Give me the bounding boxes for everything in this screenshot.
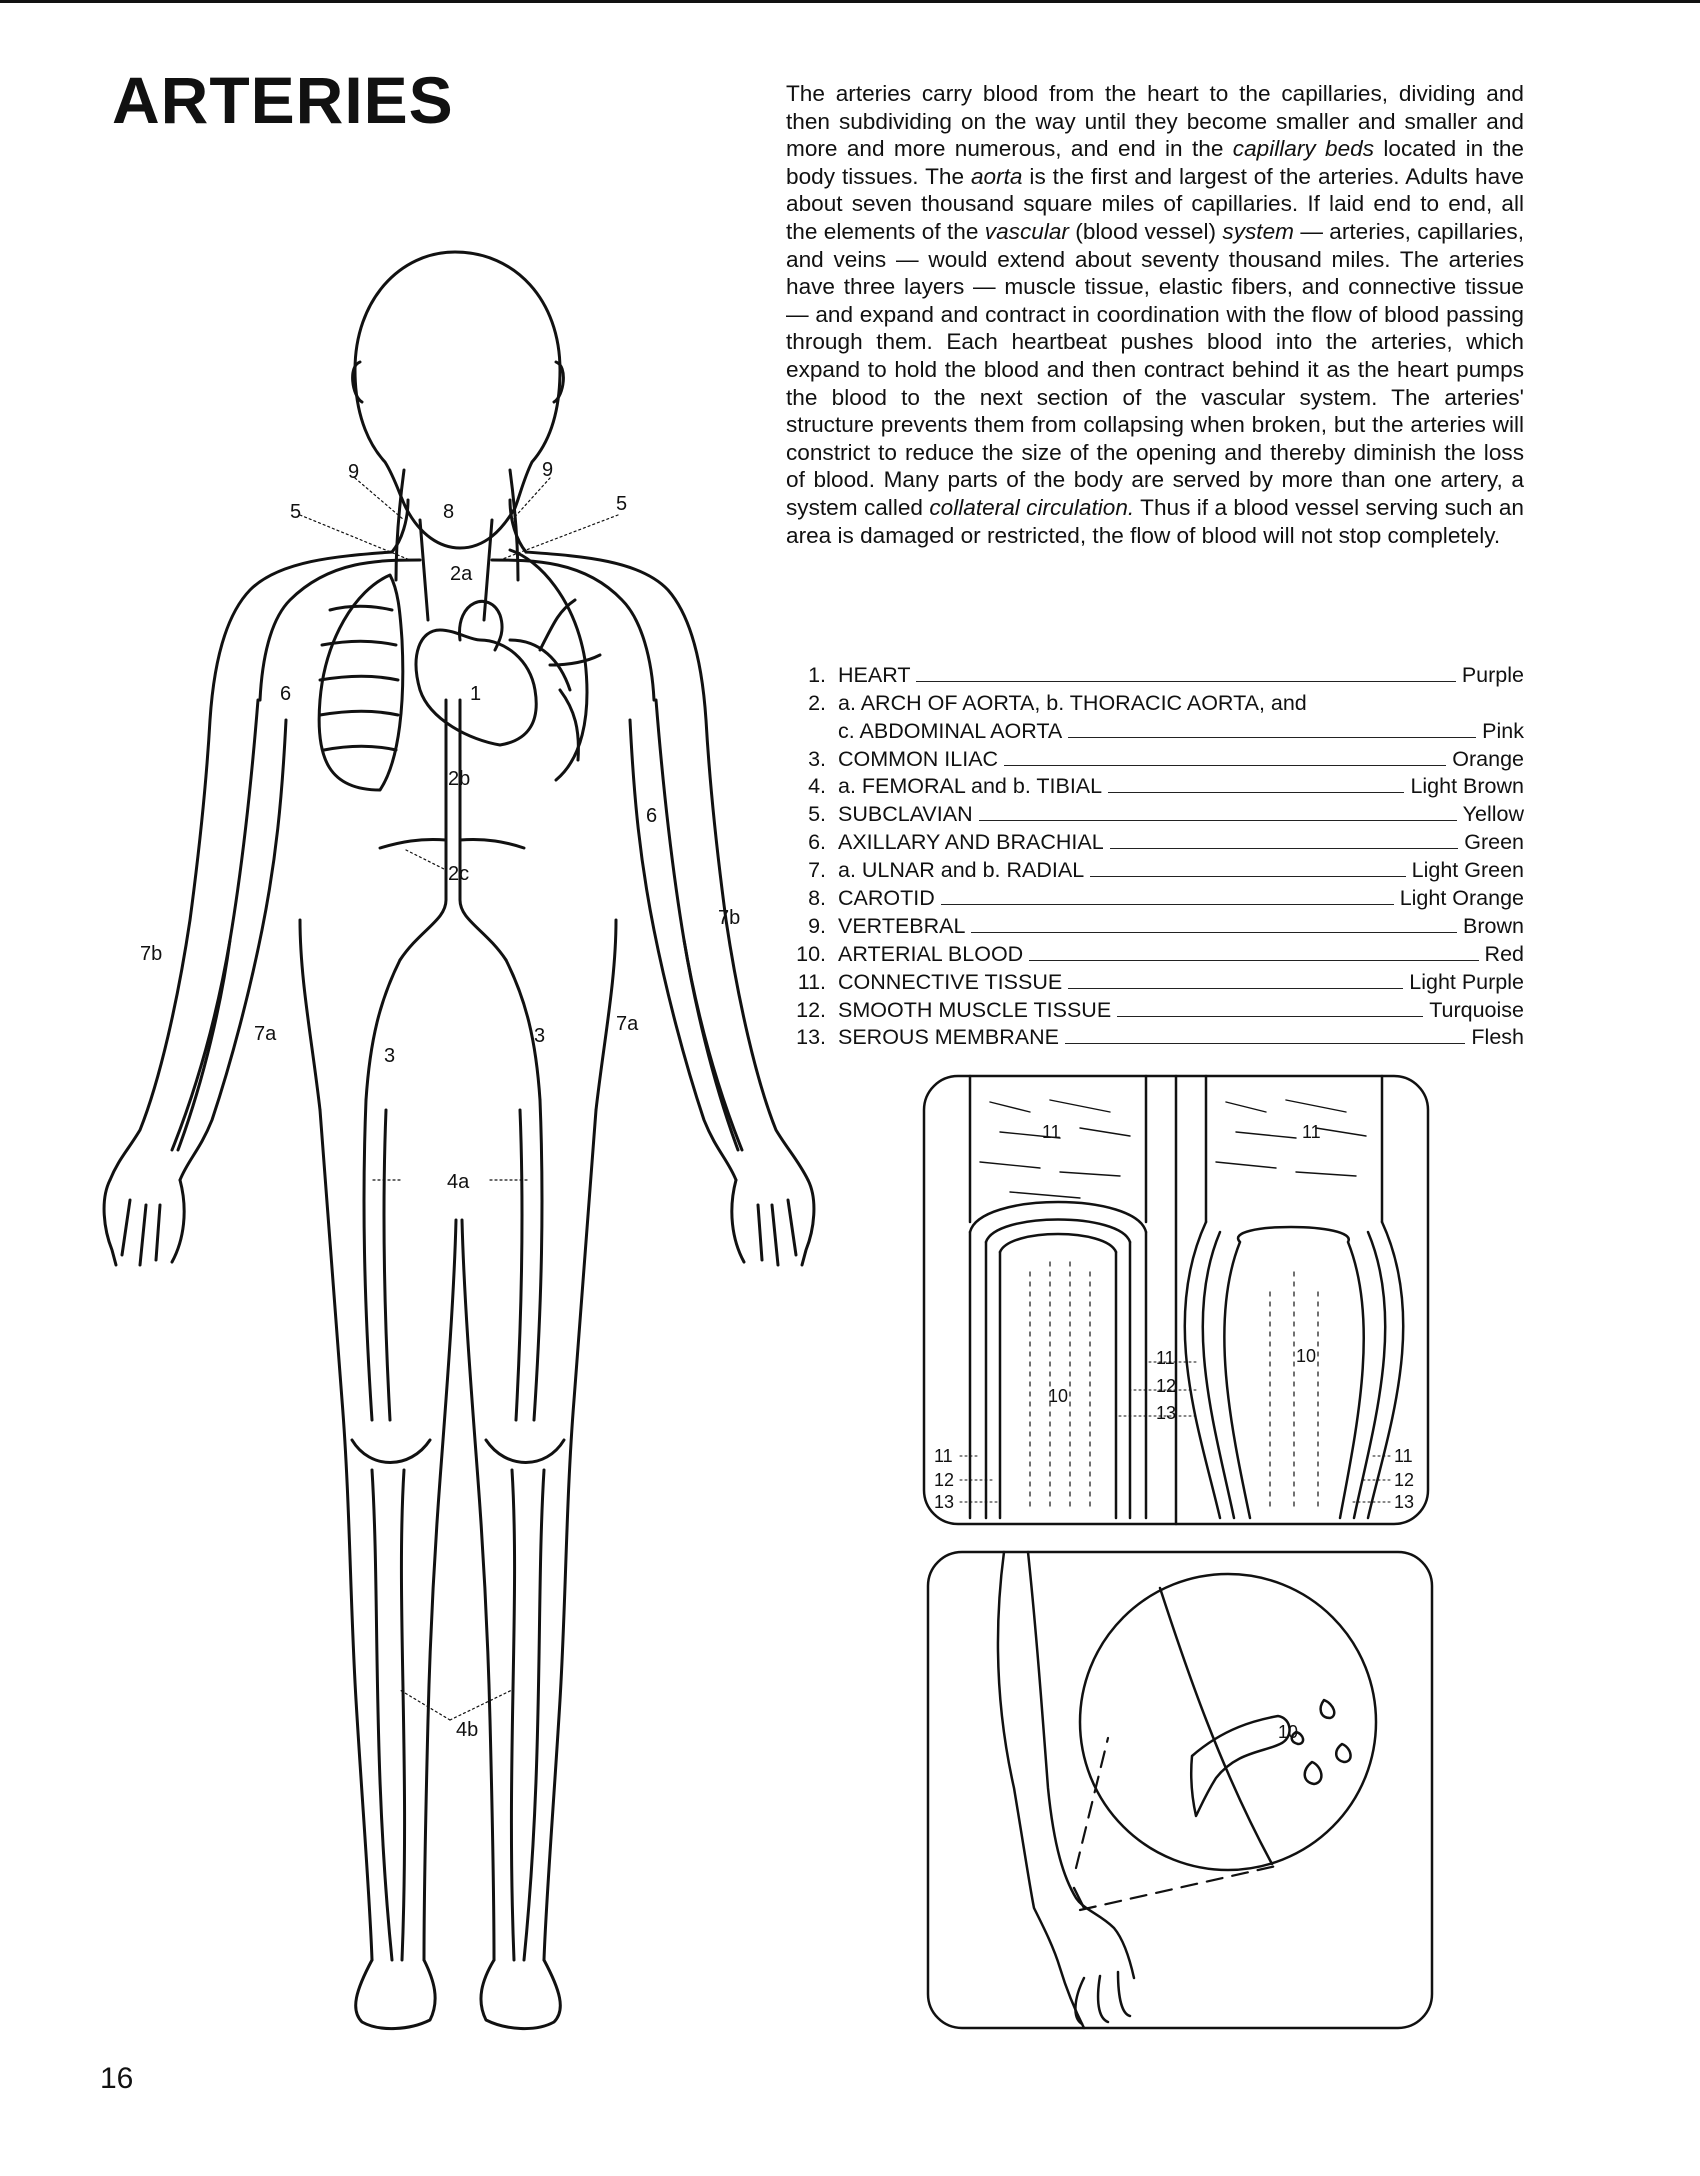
label-7a-left: 7a [254, 1023, 277, 1045]
left-lumen-arch [970, 1202, 1146, 1252]
arm-inner-left [180, 720, 286, 1180]
tibial-left-b [401, 1470, 404, 1960]
label-11-top-left: 11 [1042, 1122, 1061, 1142]
label-11-mid: 11 [1156, 1348, 1175, 1368]
foot-left [356, 1960, 435, 2029]
torso-outline [110, 552, 392, 1180]
label-13-bl: 13 [934, 1492, 955, 1512]
knee-right [486, 1440, 564, 1463]
label-9-left: 9 [348, 461, 360, 483]
tibial-left-a [372, 1470, 392, 1960]
rib-2 [322, 641, 396, 645]
page-number: 16 [100, 2062, 134, 2095]
lung-right [510, 550, 587, 780]
label-3-left: 3 [384, 1045, 396, 1067]
label-6-right: 6 [646, 805, 658, 827]
blood-drop-3 [1305, 1762, 1322, 1784]
page-title: ARTERIES [112, 63, 454, 137]
left-wall-lines [970, 1232, 1146, 1518]
rib-1 [330, 606, 392, 610]
intro-paragraph: The arteries carry blood from the heart to the capillaries, dividing and then subdividing on the way until they become smaller and smaller and more and more numerous, and end in the capillary beds located in the body tissues. The aorta is the first and largest of the arteries. Adults have about seven thousand square miles of capillaries. If laid end to end, all the elements of the vascular (blood vessel) system — arteries, capillaries, and veins — would extend about seventy thousand miles. The arteries have three layers — muscle tissue, elastic fibers, and connective tissue — and expand and contract in coordination with the flow of blood passing through them. Each heartbeat pushes blood into the arteries, which expand to hold the blood and then contract behind it as the heart pumps the blood to the next section of the vascular system. The arteries' structure prevents them from collapsing when broken, but the arteries will constrict to reduce the size of the opening and thereby diminish the loss of blood. Many parts of the body are served by more than one artery, a system called collateral circulation. Thus if a blood vessel serving such an area is damaged or restricted, the flow of blood will not stop completely. [786, 81, 1525, 548]
tibial-right-b [511, 1470, 514, 1960]
knee-left [352, 1440, 430, 1463]
label-10-left: 10 [1048, 1386, 1069, 1406]
label-2b: 2b [448, 768, 471, 790]
hand-left [104, 1180, 184, 1265]
arm-outline-2 [1028, 1552, 1134, 1978]
label-12-bl: 12 [934, 1470, 955, 1490]
key-item: 13. SEROUS MEMBRANE Flesh [796, 1025, 1524, 1050]
key-item: 2. a. ARCH OF AORTA, b. THORACIC AORTA, and [808, 690, 1307, 715]
subclavian-right [492, 560, 654, 700]
magnify-lines [1076, 1738, 1276, 1910]
label-3-right: 3 [534, 1025, 546, 1047]
key-item: 11. CONNECTIVE TISSUE Light Purple [797, 969, 1524, 994]
tibial-right-a [524, 1470, 544, 1960]
leg-outer-right [544, 1110, 596, 1960]
right-blood-flow [1270, 1272, 1318, 1512]
label-10-right: 10 [1296, 1346, 1317, 1366]
key-item: 5. SUBCLAVIAN Yellow [808, 802, 1524, 827]
hand-right [732, 1180, 814, 1265]
rib-3 [320, 676, 398, 680]
left-connective-top [970, 1076, 1146, 1222]
renal-right [460, 839, 524, 848]
femoral-left-b [384, 1110, 390, 1420]
label-1: 1 [470, 683, 482, 705]
label-4b: 4b [456, 1719, 479, 1741]
label-11-top-right: 11 [1302, 1122, 1321, 1142]
femoral-left-a [364, 1100, 372, 1420]
label-7b-right: 7b [718, 907, 741, 929]
waist-right [596, 920, 616, 1110]
key-item: 12. SMOOTH MUSCLE TISSUE Turquoise [796, 997, 1524, 1022]
torso-outline-right [526, 552, 808, 1180]
key-item: 8. CAROTID Light Orange [808, 886, 1524, 911]
key-item: 4. a. FEMORAL and b. TIBIAL Light Brown [808, 774, 1524, 799]
label-11-bl: 11 [934, 1446, 953, 1466]
label-8: 8 [443, 501, 455, 523]
label-12-mid: 12 [1156, 1376, 1177, 1396]
renal-left [380, 839, 446, 848]
arm-panel-frame [928, 1552, 1432, 2028]
arm-injury-panel [924, 1548, 1436, 2032]
key-item: 1. HEART Purple [808, 662, 1524, 687]
fingers [1075, 1972, 1130, 2024]
key-item: 10. ARTERIAL BLOOD Red [796, 941, 1524, 966]
label-13-mid: 13 [1156, 1403, 1177, 1423]
waist-left [300, 920, 320, 1110]
abdominal-aorta-a [400, 830, 446, 960]
left-tissue-hatch [980, 1100, 1130, 1198]
femoral-right-b [516, 1110, 522, 1420]
leg-inner-right [462, 1220, 494, 1960]
label-6-left: 6 [280, 683, 292, 705]
foot-right [481, 1960, 560, 2029]
rib-4 [320, 711, 398, 715]
key-item: 9. VERTEBRAL Brown [808, 913, 1524, 938]
artery-wall-line [1160, 1588, 1272, 1864]
label-5-left: 5 [290, 501, 302, 523]
label-9-right: 9 [542, 459, 554, 481]
key-item: 3. COMMON ILIAC Orange [808, 746, 1524, 771]
femoral-right-a [534, 1100, 542, 1420]
key-item: c. ABDOMINAL AORTA Pink [838, 718, 1524, 743]
blood-drop-1 [1321, 1700, 1335, 1718]
abdominal-aorta-b [460, 830, 506, 960]
ear-left [353, 362, 362, 402]
label-7b-left: 7b [140, 943, 163, 965]
label-2a: 2a [450, 563, 473, 585]
key-item: 6. AXILLARY AND BRACHIAL Green [808, 830, 1524, 855]
leg-inner-left [424, 1220, 456, 1960]
magnify-circle [1080, 1574, 1376, 1870]
arm-inner-right [630, 720, 736, 1180]
key-item: 7. a. ULNAR and b. RADIAL Light Green [808, 858, 1524, 883]
label-7a-right: 7a [616, 1013, 639, 1035]
right-connective-top [1206, 1076, 1382, 1222]
label-10-arm: 10 [1278, 1722, 1299, 1742]
right-tissue-hatch [1216, 1100, 1366, 1176]
label-12-br: 12 [1394, 1470, 1415, 1490]
rib-5 [324, 746, 396, 750]
label-5-right: 5 [616, 493, 628, 515]
blood-drop-2 [1336, 1744, 1350, 1762]
label-4a: 4a [447, 1171, 470, 1193]
label-11-br: 11 [1394, 1446, 1413, 1466]
iliac-left [366, 960, 400, 1100]
label-13-br: 13 [1394, 1492, 1415, 1512]
artery-section-panel [920, 1072, 1432, 1528]
arm-outline [998, 1552, 1084, 2028]
label-2c: 2c [448, 863, 470, 885]
